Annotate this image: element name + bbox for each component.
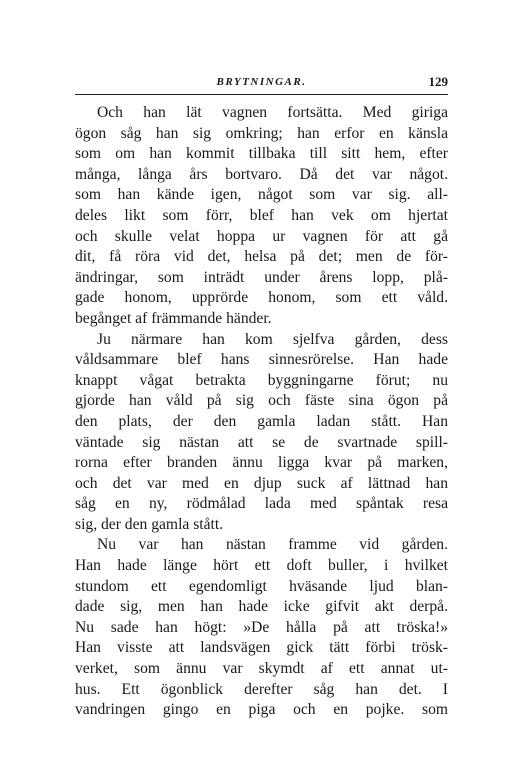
text-line: Och han lät vagnen fortsätta. Med giriga: [97, 104, 448, 121]
text-line: den plats, der den gamla ladan stått. Han: [75, 412, 448, 430]
text-line: knappt vågat betrakta byggningarne förut; nu: [75, 371, 448, 389]
text-line: som om han kommit tillbaka till sitt hem, efter: [75, 145, 448, 163]
running-title: BRYTNINGAR.: [216, 76, 307, 88]
text-line: Ju närmare han kom sjelfva gården, dess: [97, 330, 448, 348]
text-line: sig, der den gamla stått.: [75, 515, 224, 533]
running-header: [75, 72, 448, 95]
text-line: såg en ny, rödmålad lada med spåntak resa: [75, 495, 448, 513]
text-line: vandringen gingo en piga och en pojke. som: [75, 701, 448, 719]
text-line: som han kände igen, något som var sig. all-: [75, 186, 448, 204]
text-line: begånget af främmande händer.: [75, 309, 272, 327]
text-line: Han visste att landsvägen gick tätt förbi trösk-: [75, 639, 448, 657]
text-line: verket, som ännu var skymdt af ett annat ut-: [75, 660, 448, 678]
text-line: rorna efter branden ännu ligga kvar på marken,: [75, 454, 448, 472]
text-line: stundom ett egendomligt hväsande ljud blan-: [75, 577, 448, 595]
body-text: [75, 103, 448, 721]
text-line: Han hade länge hört ett doft buller, i hvilket: [75, 557, 448, 575]
text-line: deles likt som förr, blef han vek om hjertat: [75, 206, 448, 224]
text-line: hus. Ett ögonblick derefter såg han det. I: [75, 680, 448, 698]
text-line: ögon såg han sig omkring; han erfor en känsla: [75, 124, 448, 142]
text-line: Nu var han nästan framme vid gården.: [97, 536, 448, 554]
text-line: många, långa års bortvaro. Då det var något.: [75, 165, 448, 183]
text-line: väntade sig nästan att se de svartnade spill-: [75, 433, 448, 451]
text-line: gade honom, upprörde honom, som ett våld.: [75, 289, 448, 307]
text-line: gjorde han våld på sig och fäste sina ögon på: [75, 392, 448, 410]
text-line: och skulle velat hoppa ur vagnen för att gå: [75, 227, 448, 245]
text-line: våldsammare blef hans sinnesrörelse. Han hade: [75, 351, 448, 369]
text-line: och det var med en djup suck af lättnad han: [75, 474, 448, 492]
text-line: dade sig, men han hade icke gifvit akt derpå.: [75, 598, 448, 616]
text-line: Nu sade han högt: »De hålla på att tröska!»: [75, 618, 448, 636]
page-number: 129: [428, 74, 448, 89]
text-line: dit, få röra vid det, helsa på det; men de för-: [75, 248, 448, 266]
text-line: ändringar, som inträdt under årens lopp, plå-: [75, 268, 448, 286]
